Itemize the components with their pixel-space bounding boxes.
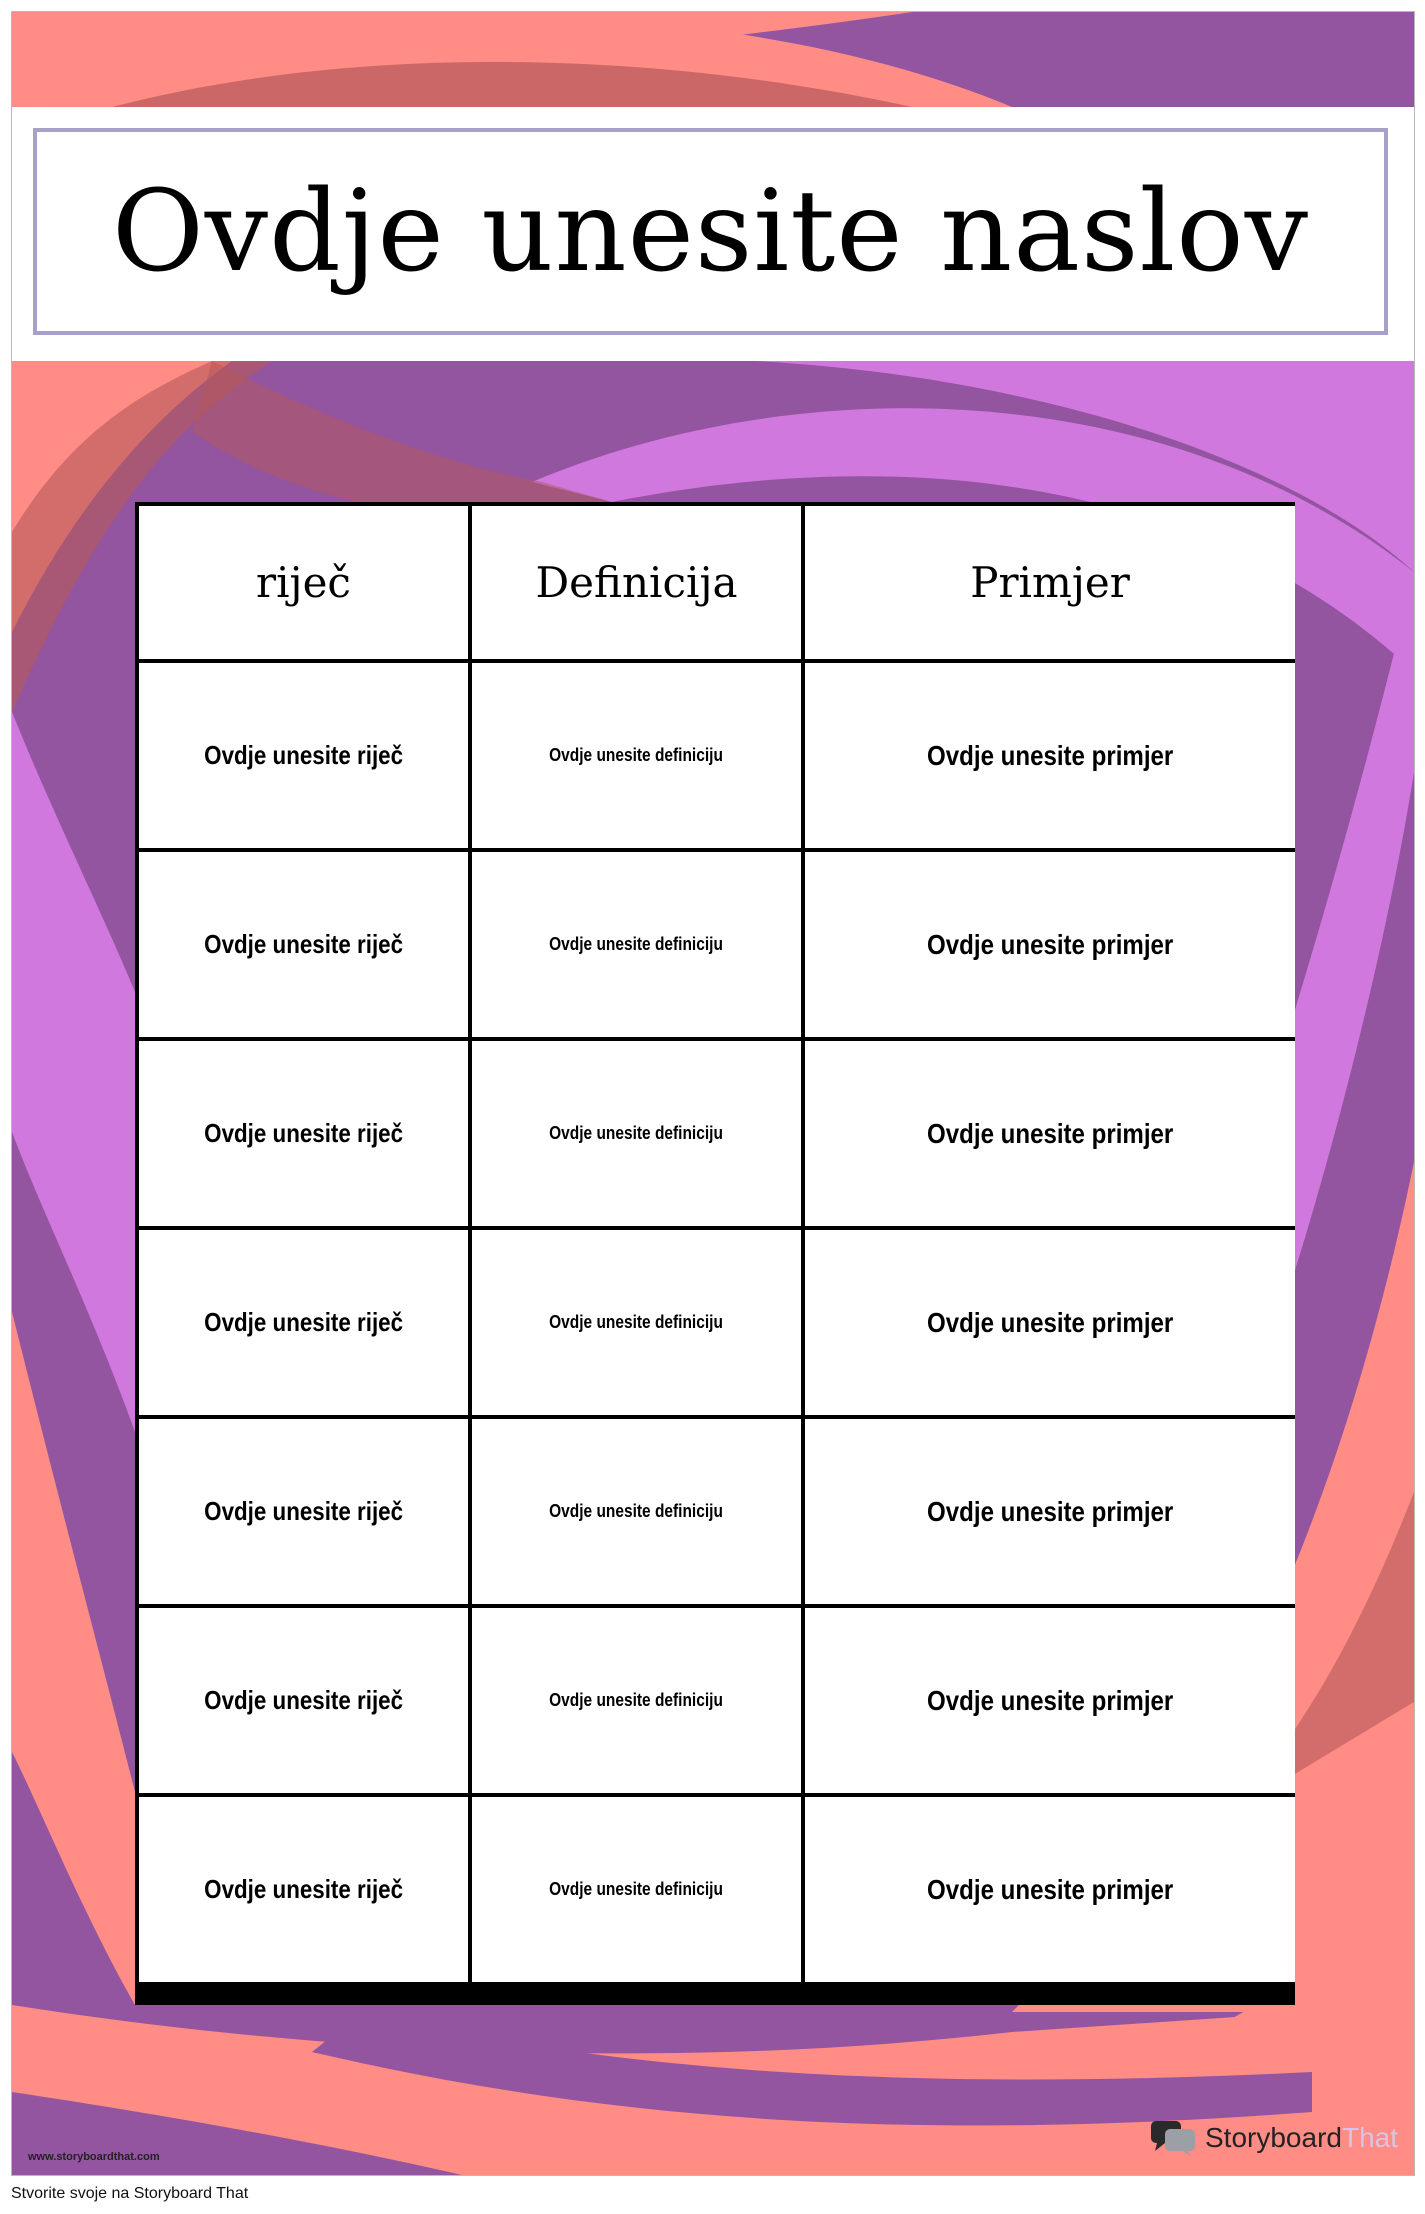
poster-title[interactable]: Ovdje unesite naslov [111,166,1310,297]
storyboardthat-logo[interactable] [1149,2119,1398,2157]
definition-cell[interactable] [472,852,801,1037]
example-text: Ovdje unesite primjer [926,739,1174,771]
example-text: Ovdje unesite primjer [926,1495,1174,1527]
definition-text: Ovdje unesite definiciju [549,745,724,765]
word-text: Ovdje unesite riječ [204,1496,403,1526]
definition-text: Ovdje unesite definiciju [549,1690,724,1710]
vocabulary-table [135,502,1295,2005]
title-box[interactable] [33,128,1388,335]
example-text: Ovdje unesite primjer [926,928,1174,960]
example-text: Ovdje unesite primjer [926,1117,1174,1149]
word-text: Ovdje unesite riječ [204,740,403,770]
poster [11,11,1415,2176]
word-text: Ovdje unesite riječ [204,1118,403,1148]
word-cell[interactable] [139,1230,468,1415]
example-text: Ovdje unesite primjer [926,1306,1174,1338]
brand-name-part2: That [1341,2122,1398,2153]
definition-text: Ovdje unesite definiciju [549,1879,724,1899]
example-cell[interactable] [805,1797,1295,1982]
header-cell-definition[interactable]: Definicija [472,506,801,659]
word-cell[interactable] [139,1608,468,1793]
example-cell[interactable] [805,663,1295,848]
word-text: Ovdje unesite riječ [204,1307,403,1337]
word-cell[interactable] [139,852,468,1037]
word-text: Ovdje unesite riječ [204,1874,403,1904]
word-cell[interactable] [139,1419,468,1604]
footer-link[interactable]: Stvorite svoje na Storyboard That [11,2185,249,2202]
definition-cell[interactable] [472,1041,801,1226]
definition-cell[interactable] [472,1797,801,1982]
definition-cell[interactable] [472,663,801,848]
example-cell[interactable] [805,1041,1295,1226]
word-cell[interactable] [139,663,468,848]
brand-name [1205,2122,1398,2154]
word-cell[interactable] [139,1041,468,1226]
definition-cell[interactable] [472,1230,801,1415]
title-band [12,107,1414,361]
definition-text: Ovdje unesite definiciju [549,934,724,954]
example-text: Ovdje unesite primjer [926,1684,1174,1716]
brand-name-part1: Storyboard [1205,2122,1342,2153]
definition-text: Ovdje unesite definiciju [549,1312,724,1332]
definition-cell[interactable] [472,1608,801,1793]
example-cell[interactable] [805,1608,1295,1793]
word-cell[interactable] [139,1797,468,1982]
example-cell[interactable] [805,852,1295,1037]
example-text: Ovdje unesite primjer [926,1873,1174,1905]
definition-cell[interactable] [472,1419,801,1604]
example-cell[interactable] [805,1419,1295,1604]
header-cell-word[interactable]: riječ [139,506,468,659]
example-cell[interactable] [805,1230,1295,1415]
watermark-url: www.storyboardthat.com [28,2151,160,2163]
header-cell-example[interactable]: Primjer [805,506,1295,659]
definition-text: Ovdje unesite definiciju [549,1501,724,1521]
definition-text: Ovdje unesite definiciju [549,1123,724,1143]
word-text: Ovdje unesite riječ [204,929,403,959]
storyboard-chat-icon [1149,2119,1197,2157]
word-text: Ovdje unesite riječ [204,1685,403,1715]
